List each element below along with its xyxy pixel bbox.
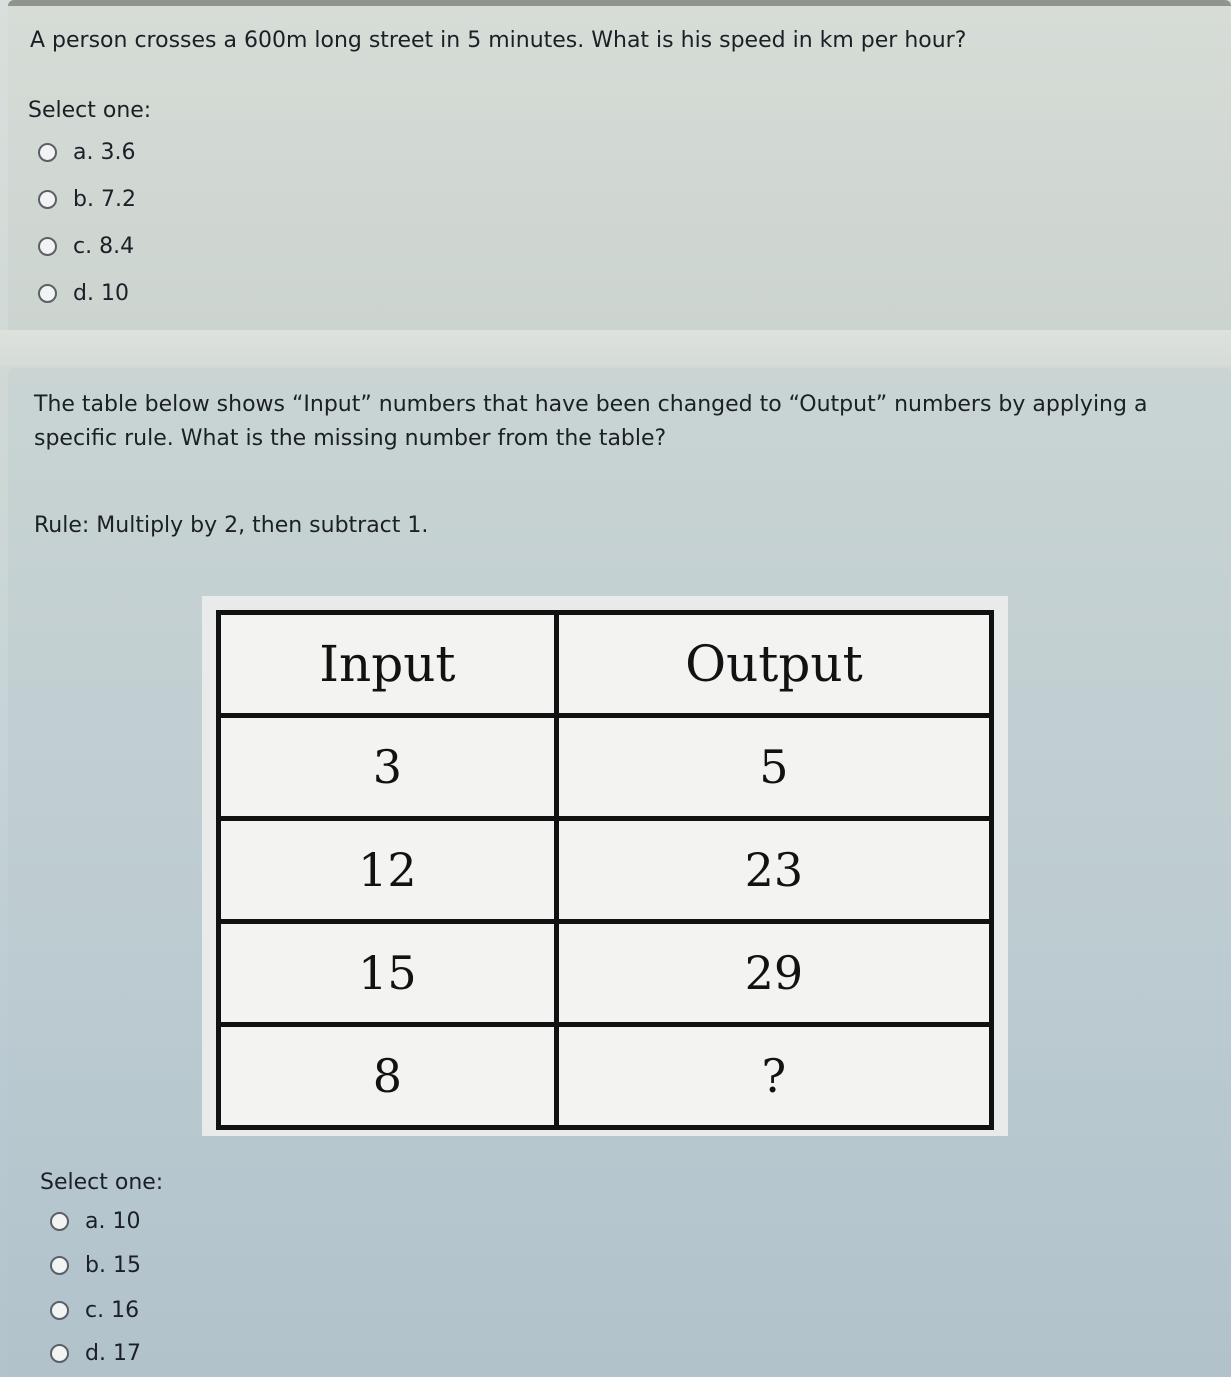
question-1-text: A person crosses a 600m long street in 5 minutes. What is his speed in km per hour? [30,28,967,53]
option-label: d. 17 [85,1341,141,1366]
radio-button[interactable] [38,237,57,256]
question-1-card [8,0,1231,334]
question-2-card [8,368,1231,1377]
option-label: d. 10 [73,281,129,306]
table-cell-input: 12 [219,819,557,922]
table-cell-input: 15 [219,922,557,1025]
question-2-rule: Rule: Multiply by 2, then subtract 1. [34,513,429,538]
table-cell-output: ? [556,1025,991,1128]
question-1-option-b[interactable] [38,187,136,212]
table-header-input: Input [219,613,557,716]
input-output-table-image [202,596,1008,1136]
table-row [219,1025,992,1128]
question-2-select-label: Select one: [40,1170,164,1195]
table-cell-input: 8 [219,1025,557,1128]
question-2-option-a[interactable] [50,1209,140,1234]
radio-button[interactable] [50,1256,69,1275]
question-2-option-b[interactable] [50,1253,141,1278]
radio-button[interactable] [38,190,57,209]
table-header-row [219,613,992,716]
input-output-table [216,610,994,1130]
table-row [219,819,992,922]
table-cell-output: 5 [556,716,991,819]
table-cell-output: 23 [556,819,991,922]
option-label: b. 15 [85,1253,141,1278]
question-1-option-a[interactable] [38,140,135,165]
radio-button[interactable] [50,1301,69,1320]
question-2-option-d[interactable] [50,1341,141,1366]
radio-button[interactable] [50,1344,69,1363]
question-1-select-label: Select one: [28,98,152,123]
radio-button[interactable] [38,143,57,162]
radio-button[interactable] [38,284,57,303]
table-header-output: Output [556,613,991,716]
table-row [219,716,992,819]
option-label: c. 16 [85,1298,140,1323]
question-2-option-c[interactable] [50,1298,139,1323]
question-1-option-c[interactable] [38,234,134,259]
question-separator [0,330,1231,366]
table-cell-output: 29 [556,922,991,1025]
option-label: a. 10 [85,1209,141,1234]
question-1-option-d[interactable] [38,281,129,306]
option-label: a. 3.6 [73,140,136,165]
radio-button[interactable] [50,1212,69,1231]
option-label: c. 8.4 [73,234,135,259]
table-row [219,922,992,1025]
option-label: b. 7.2 [73,187,136,212]
table-cell-input: 3 [219,716,557,819]
question-2-text: The table below shows “Input” numbers that have been changed to “Output” numbers by applying a specific rule. What is the missing number from the table? [34,392,1148,451]
